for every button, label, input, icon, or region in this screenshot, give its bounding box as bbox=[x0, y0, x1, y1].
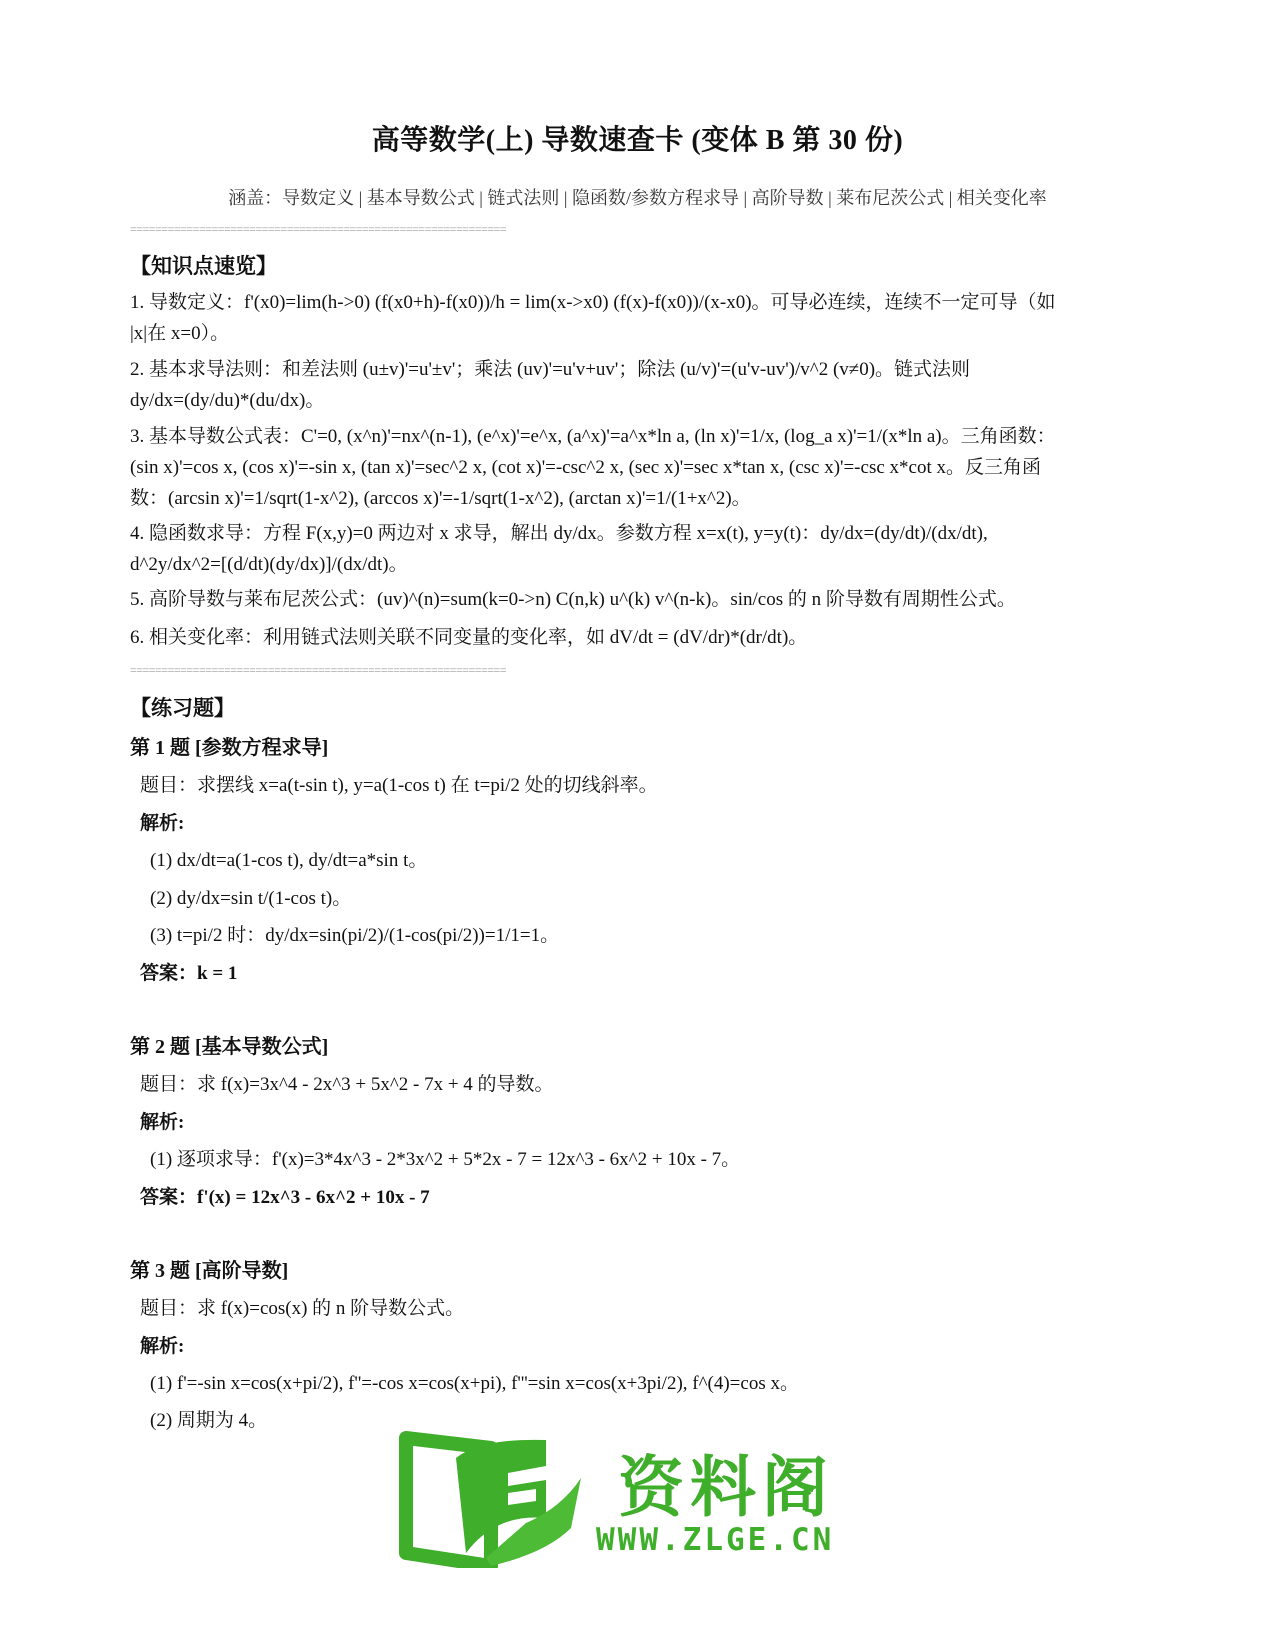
question-title: 第 2 题 [基本导数公式] bbox=[130, 1036, 329, 1058]
knowledge-line: 5. 高阶导数与莱布尼茨公式：(uv)^(n)=sum(k=0->n) C(n,k) u^(k) v^(n-k)。sin/cos 的 n 阶导数有周期性公式。 bbox=[130, 589, 1016, 610]
analysis-label: 解析: bbox=[140, 813, 185, 834]
knowledge-line: (sin x)'=cos x, (cos x)'=-sin x, (tan x)'=sec^2 x, (cot x)'=-csc^2 x, (sec x)'=sec x*tan x, (csc x)'=-csc x*cot x。反三角函 bbox=[130, 457, 1041, 478]
divider-rule: ============================================================ bbox=[130, 222, 507, 236]
knowledge-item-2 bbox=[130, 354, 1150, 416]
practice-section bbox=[130, 692, 1150, 722]
analysis-step: (3) t=pi/2 时：dy/dx=sin(pi/2)/(1-cos(pi/2))=1/1=1。 bbox=[150, 925, 560, 946]
answer-line: 答案：k = 1 bbox=[140, 963, 238, 984]
watermark-text: 资料阁 bbox=[618, 1449, 834, 1526]
analysis-step: (2) 周期为 4。 bbox=[150, 1410, 268, 1431]
analysis-step: (2) dy/dx=sin t/(1-cos t)。 bbox=[150, 888, 352, 909]
section-heading: 【练习题】 bbox=[130, 696, 235, 720]
question-title: 第 3 题 [高阶导数] bbox=[130, 1260, 289, 1282]
knowledge-line: dy/dx=(dy/du)*(du/dx)。 bbox=[130, 390, 325, 411]
question-3 bbox=[130, 1254, 1150, 1283]
knowledge-item-3 bbox=[130, 421, 1150, 514]
question-text: 题目：求摆线 x=a(t-sin t), y=a(1-cos t) 在 t=pi/2 处的切线斜率。 bbox=[140, 775, 658, 796]
divider-rule: ============================================================ bbox=[130, 663, 507, 677]
knowledge-line: d^2y/dx^2=[(d/dt)(dy/dx)]/(dx/dt)。 bbox=[130, 554, 408, 575]
analysis-step: (1) 逐项求导：f'(x)=3*4x^3 - 2*3x^2 + 5*2x - 7 = 12x^3 - 6x^2 + 10x - 7。 bbox=[150, 1149, 741, 1170]
knowledge-line: |x|在 x=0）。 bbox=[130, 323, 230, 344]
knowledge-item-5 bbox=[130, 584, 1150, 615]
page-subtitle: 涵盖：导数定义 | 基本导数公式 | 链式法则 | 隐函数/参数方程求导 | 高阶导数 | 莱布尼茨公式 | 相关变化率 bbox=[228, 188, 1047, 208]
question-title: 第 1 题 [参数方程求导] bbox=[130, 737, 329, 759]
analysis-label: 解析: bbox=[140, 1336, 185, 1357]
knowledge-item-1 bbox=[130, 287, 1150, 349]
watermark-url: WWW.ZLGE.CN bbox=[596, 1522, 835, 1558]
answer-line: 答案：f'(x) = 12x^3 - 6x^2 + 10x - 7 bbox=[140, 1187, 430, 1208]
question-1 bbox=[130, 731, 1150, 760]
knowledge-line: 6. 相关变化率：利用链式法则关联不同变量的变化率，如 dV/dt = (dV/dr)*(dr/dt)。 bbox=[130, 627, 808, 648]
question-2 bbox=[130, 1030, 1150, 1059]
knowledge-line: 1. 导数定义：f'(x0)=lim(h->0) (f(x0+h)-f(x0))/h = lim(x->x0) (f(x)-f(x0))/(x-x0)。可导必连续，连续不一定可导（如 bbox=[130, 292, 1056, 313]
analysis-step: (1) f'=-sin x=cos(x+pi/2), f''=-cos x=cos(x+pi), f'''=sin x=cos(x+3pi/2), f^(4)=cos x。 bbox=[150, 1373, 799, 1394]
knowledge-item-4 bbox=[130, 518, 1150, 580]
analysis-step: (1) dx/dt=a(1-cos t), dy/dt=a*sin t。 bbox=[150, 850, 428, 871]
analysis-label: 解析: bbox=[140, 1112, 185, 1133]
knowledge-section bbox=[130, 250, 1150, 280]
knowledge-line: 4. 隐函数求导：方程 F(x,y)=0 两边对 x 求导，解出 dy/dx。参数方程 x=x(t), y=y(t)：dy/dx=(dy/dt)/(dx/dt), bbox=[130, 523, 988, 544]
knowledge-line: 数：(arcsin x)'=1/sqrt(1-x^2), (arccos x)'=-1/sqrt(1-x^2), (arctan x)'=1/(1+x^2)。 bbox=[130, 488, 751, 509]
watermark-logo bbox=[396, 1418, 866, 1608]
knowledge-line: 2. 基本求导法则：和差法则 (u±v)'=u'±v'；乘法 (uv)'=u'v+uv'；除法 (u/v)'=(u'v-uv')/v^2 (v≠0)。链式法则 bbox=[130, 359, 971, 380]
section-heading: 【知识点速览】 bbox=[130, 254, 277, 278]
question-text: 题目：求 f(x)=cos(x) 的 n 阶导数公式。 bbox=[140, 1298, 465, 1319]
knowledge-item-6 bbox=[130, 622, 1150, 653]
book-icon bbox=[396, 1418, 616, 1568]
page-title: 高等数学(上) 导数速查卡 (变体 B 第 30 份) bbox=[371, 125, 904, 156]
knowledge-line: 3. 基本导数公式表：C'=0, (x^n)'=nx^(n-1), (e^x)'=e^x, (a^x)'=a^x*ln a, (ln x)'=1/x, (log_a x)'=1/(x*ln a)。三角函数： bbox=[130, 426, 1056, 447]
question-text: 题目：求 f(x)=3x^4 - 2x^3 + 5x^2 - 7x + 4 的导数。 bbox=[140, 1074, 554, 1095]
